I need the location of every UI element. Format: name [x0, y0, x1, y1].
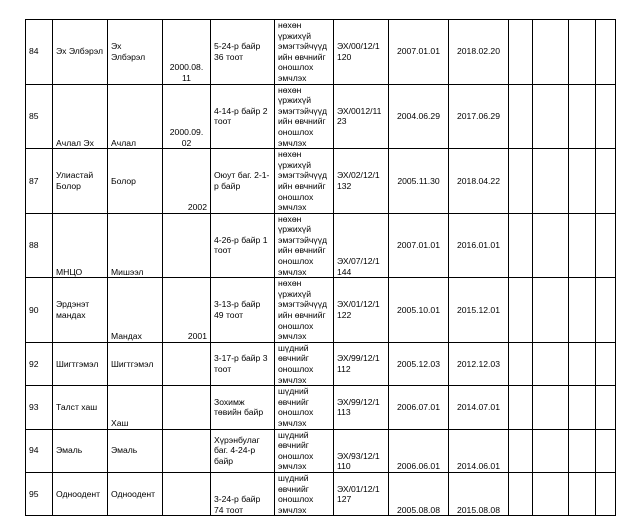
license-number: ЭХ/02/12/1 132 — [334, 149, 389, 214]
license-number: ЭХ/99/12/1 112 — [334, 342, 389, 385]
service-description: нөхөн үржихүй эмэгтэйчүүд ийн өвчнийг оношлох эмчлэх — [275, 278, 334, 343]
empty-cell — [509, 472, 533, 515]
empty-cell — [596, 84, 616, 149]
short-name: Шигтгэмэл — [108, 342, 163, 385]
empty-cell — [569, 472, 596, 515]
empty-cell — [596, 472, 616, 515]
table-row — [26, 472, 616, 515]
empty-cell — [569, 386, 596, 429]
license-number: ЭХ/0012/11 23 — [334, 84, 389, 149]
empty-cell — [509, 84, 533, 149]
license-table — [25, 19, 616, 516]
empty-cell — [533, 213, 569, 278]
license-start-date: 2007.01.01 — [389, 213, 449, 278]
address: 4-26-р байр 1 тоот — [211, 213, 275, 278]
service-description: нөхөн үржихүй эмэгтэйчүүд ийн өвчнийг оношлох эмчлэх — [275, 213, 334, 278]
table-row — [26, 386, 616, 429]
service-description: шүдний өвчнийг оношлох эмчлэх — [275, 342, 334, 385]
empty-cell — [596, 386, 616, 429]
empty-cell — [569, 20, 596, 85]
empty-cell — [509, 213, 533, 278]
founded-date: 2000.08. 11 — [163, 20, 211, 85]
license-start-date: 2007.01.01 — [389, 20, 449, 85]
license-number: ЭХ/00/12/1 120 — [334, 20, 389, 85]
license-start-date: 2006.07.01 — [389, 386, 449, 429]
address: 4-14-р байр 2 тоот — [211, 84, 275, 149]
short-name: Эмаль — [108, 429, 163, 472]
founded-date — [163, 342, 211, 385]
empty-cell — [533, 386, 569, 429]
org-name: МНЦО — [53, 213, 108, 278]
empty-cell — [569, 429, 596, 472]
license-number: ЭХ/07/12/1 144 — [334, 213, 389, 278]
org-name: Одноодент — [53, 472, 108, 515]
empty-cell — [596, 429, 616, 472]
service-description: шүдний өвчнийг оношлох эмчлэх — [275, 429, 334, 472]
empty-cell — [533, 149, 569, 214]
empty-cell — [509, 429, 533, 472]
license-end-date: 2017.06.29 — [449, 84, 509, 149]
founded-date: 2000.09. 02 — [163, 84, 211, 149]
license-start-date: 2006.06.01 — [389, 429, 449, 472]
empty-cell — [509, 20, 533, 85]
empty-cell — [569, 213, 596, 278]
license-start-date: 2005.11.30 — [389, 149, 449, 214]
empty-cell — [533, 20, 569, 85]
empty-cell — [569, 149, 596, 214]
license-end-date: 2012.12.03 — [449, 342, 509, 385]
service-description: нөхөн үржихүй эмэгтэйчүүд ийн өвчнийг оношлох эмчлэх — [275, 20, 334, 85]
license-number: ЭХ/93/12/1 110 — [334, 429, 389, 472]
org-name: Эх Элбэрэл — [53, 20, 108, 85]
org-name: Шигтгэмэл — [53, 342, 108, 385]
short-name: Одноодент — [108, 472, 163, 515]
founded-date: 2001 — [163, 278, 211, 343]
empty-cell — [509, 149, 533, 214]
empty-cell — [569, 342, 596, 385]
row-number: 92 — [26, 342, 53, 385]
row-number: 88 — [26, 213, 53, 278]
founded-date — [163, 472, 211, 515]
org-name: Талст хаш — [53, 386, 108, 429]
license-number: ЭХ/01/12/1 122 — [334, 278, 389, 343]
table-row — [26, 429, 616, 472]
license-end-date: 2018.02.20 — [449, 20, 509, 85]
empty-cell — [509, 278, 533, 343]
address: 3-17-р байр 3 тоот — [211, 342, 275, 385]
empty-cell — [533, 429, 569, 472]
license-end-date: 2015.12.01 — [449, 278, 509, 343]
license-end-date: 2018.04.22 — [449, 149, 509, 214]
short-name: Ачлал — [108, 84, 163, 149]
license-end-date: 2016.01.01 — [449, 213, 509, 278]
row-number: 84 — [26, 20, 53, 85]
empty-cell — [596, 342, 616, 385]
empty-cell — [533, 84, 569, 149]
license-end-date: 2014.06.01 — [449, 429, 509, 472]
service-description: нөхөн үржихүй эмэгтэйчүүд ийн өвчнийг оношлох эмчлэх — [275, 149, 334, 214]
empty-cell — [509, 386, 533, 429]
table-row — [26, 213, 616, 278]
empty-cell — [596, 20, 616, 85]
founded-date: 2002 — [163, 149, 211, 214]
row-number: 93 — [26, 386, 53, 429]
founded-date — [163, 429, 211, 472]
short-name: Эх Элбэрэл — [108, 20, 163, 85]
empty-cell — [533, 472, 569, 515]
service-description: нөхөн үржихүй эмэгтэйчүүд ийн өвчнийг оношлох эмчлэх — [275, 84, 334, 149]
empty-cell — [596, 278, 616, 343]
org-name: Эрдэнэт мандах — [53, 278, 108, 343]
org-name: Эмаль — [53, 429, 108, 472]
empty-cell — [596, 213, 616, 278]
founded-date — [163, 386, 211, 429]
license-number: ЭХ/99/12/1 113 — [334, 386, 389, 429]
address: Хүрэнбулаг баг. 4-24-р байр — [211, 429, 275, 472]
short-name: Мандах — [108, 278, 163, 343]
org-name: Улиастай Болор — [53, 149, 108, 214]
empty-cell — [509, 342, 533, 385]
service-description: шүдний өвчнийг оношлох эмчлэх — [275, 386, 334, 429]
empty-cell — [569, 84, 596, 149]
license-start-date: 2005.12.03 — [389, 342, 449, 385]
empty-cell — [533, 342, 569, 385]
table-row — [26, 149, 616, 214]
license-number: ЭХ/01/12/1 127 — [334, 472, 389, 515]
table-row — [26, 278, 616, 343]
address: Оюут баг. 2-1- р байр — [211, 149, 275, 214]
table-row — [26, 20, 616, 85]
license-start-date: 2004.06.29 — [389, 84, 449, 149]
short-name: Хаш — [108, 386, 163, 429]
address: 5-24-р байр 36 тоот — [211, 20, 275, 85]
table-row — [26, 84, 616, 149]
empty-cell — [533, 278, 569, 343]
empty-cell — [569, 278, 596, 343]
row-number: 85 — [26, 84, 53, 149]
license-end-date: 2015.08.08 — [449, 472, 509, 515]
table-row — [26, 342, 616, 385]
row-number: 90 — [26, 278, 53, 343]
org-name: Ачлал Эх — [53, 84, 108, 149]
short-name: Болор — [108, 149, 163, 214]
address: 3-24-р байр 74 тоот — [211, 472, 275, 515]
address: Зохимж төвийн байр — [211, 386, 275, 429]
license-end-date: 2014.07.01 — [449, 386, 509, 429]
row-number: 87 — [26, 149, 53, 214]
address: 3-13-р байр 49 тоот — [211, 278, 275, 343]
row-number: 95 — [26, 472, 53, 515]
service-description: шүдний өвчнийг оношлох эмчлэх — [275, 472, 334, 515]
license-start-date: 2005.10.01 — [389, 278, 449, 343]
license-start-date: 2005.08.08 — [389, 472, 449, 515]
short-name: Мишээл — [108, 213, 163, 278]
empty-cell — [596, 149, 616, 214]
founded-date — [163, 213, 211, 278]
row-number: 94 — [26, 429, 53, 472]
